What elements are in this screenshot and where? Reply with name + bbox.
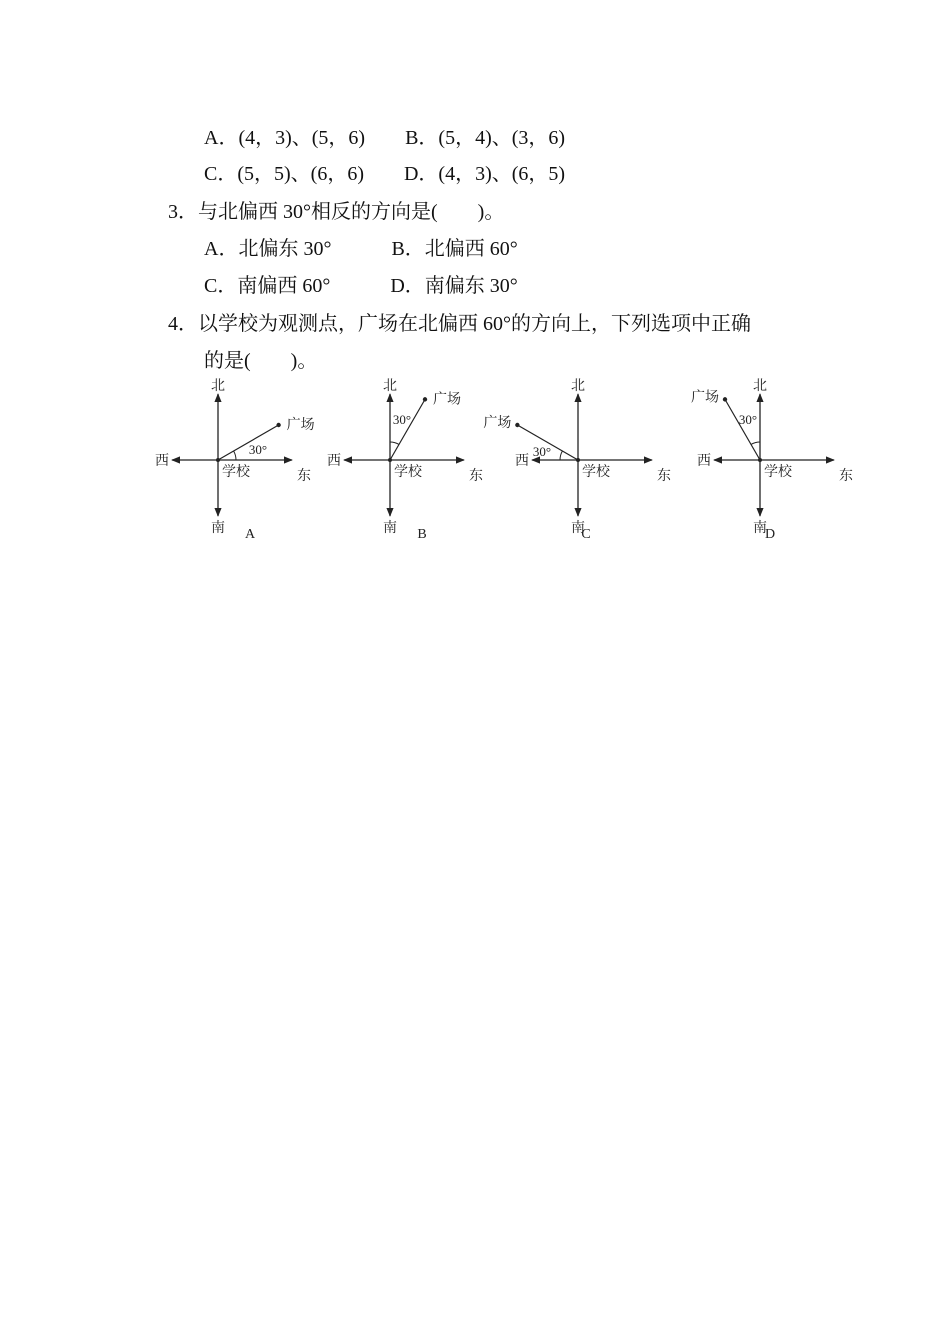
figure-b-north-label: 北: [383, 379, 397, 394]
figure-d-angle-arc: [751, 442, 760, 444]
figure-b-angle-arc: [390, 442, 399, 444]
figure-c-angle-label: 30°: [532, 444, 552, 459]
figure-a-angle-label: 30°: [248, 442, 268, 457]
figure-b-target-ray: [390, 399, 425, 460]
q2-options-line-2: C．(5，5)、(6，6) D．(4，3)、(6，5): [204, 163, 566, 185]
q2-options-line-1: A．(4，3)、(5，6) B．(5，4)、(3，6): [204, 127, 566, 149]
figure-c-south-label: 南: [571, 521, 585, 536]
figure-c-angle-arc: [560, 451, 562, 460]
figure-a-north-label: 北: [211, 379, 225, 394]
figure-d-west-label: 西: [697, 454, 711, 469]
figure-a-target-label: 广场: [286, 418, 315, 433]
figure-c-origin-label: 学校: [582, 465, 610, 480]
figure-b-target-label: 广场: [433, 392, 461, 408]
figure-d-origin-label: 学校: [764, 465, 792, 480]
figure-a-angle-arc: [234, 451, 236, 460]
figure-d-east-label: 东: [839, 469, 853, 484]
q3-options-line-1: A．北偏东 30° B．北偏西 60°: [204, 238, 518, 260]
figure-a-caption: A: [244, 527, 256, 542]
figure-a-east-label: 东: [297, 469, 311, 484]
figure-a-south-label: 南: [211, 521, 225, 536]
q3-options-line-2: C．南偏西 60° D．南偏东 30°: [204, 275, 518, 297]
q4-stem-line-1: 4．以学校为观测点，广场在北偏西 60°的方向上，下列选项中正确: [168, 313, 751, 335]
figure-d-south-label: 南: [753, 521, 767, 536]
q3-stem: 3．与北偏西 30°相反的方向是( )。: [168, 201, 505, 223]
figure-b-target-dot: [423, 397, 427, 401]
figure-a-origin-label: 学校: [222, 465, 250, 480]
figure-c-target-dot: [515, 423, 519, 427]
figure-c-east-label: 东: [657, 469, 671, 484]
figure-a-target-dot: [276, 423, 280, 427]
figure-a-west-label: 西: [155, 454, 169, 469]
figure-b-east-label: 东: [469, 469, 483, 484]
compass-figures-svg: [155, 378, 853, 550]
figure-c-caption: C: [581, 527, 591, 542]
q4-stem-line-2: 的是( )。: [204, 350, 318, 372]
compass-figures: [155, 378, 853, 550]
figure-d-caption: D: [764, 527, 776, 542]
figure-d-target-label: 广场: [691, 390, 719, 406]
figure-d-target-dot: [723, 397, 727, 401]
figure-b-origin-label: 学校: [394, 465, 422, 480]
figure-b-angle-label: 30°: [392, 412, 412, 427]
figure-c-north-label: 北: [571, 379, 585, 394]
figure-d-target-ray: [725, 399, 760, 460]
figure-b-west-label: 西: [327, 454, 341, 469]
figure-b-caption: B: [417, 527, 427, 542]
figure-c-west-label: 西: [515, 454, 529, 469]
figure-c-target-label: 广场: [483, 416, 512, 431]
figure-d-north-label: 北: [753, 379, 767, 394]
figure-d-angle-label: 30°: [738, 412, 758, 427]
figure-b-south-label: 南: [383, 521, 397, 536]
